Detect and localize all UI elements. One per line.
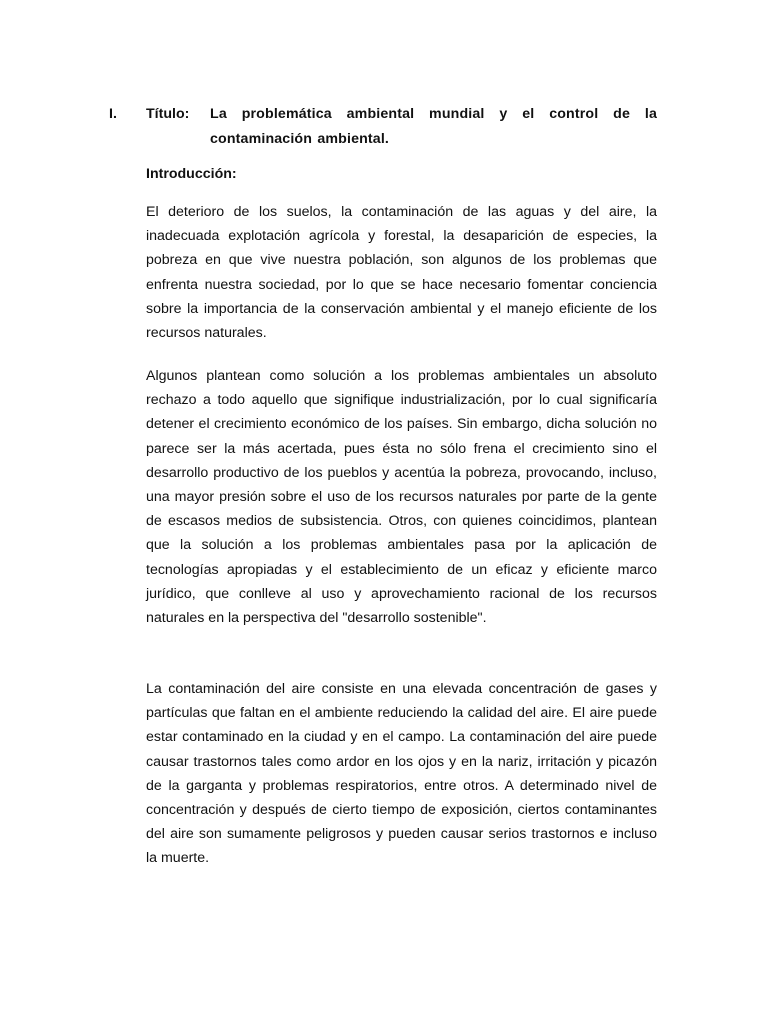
paragraph-1: El deterioro de los suelos, la contaminación de las aguas y del aire, la inadecuada explotación agrícola y forestal, la desaparición de especies, la pobreza en que vive nuestra población, son algunos de los problemas que enfrenta nuestra sociedad, por lo que se hace necesario fomentar conciencia sobre la importancia de la conservación ambiental y el manejo eficiente de los recursos naturales. — [146, 204, 657, 342]
paragraph-3: La contaminación del aire consiste en una elevada concentración de gases y partículas que faltan en el ambiente reduciendo la calidad del aire. El aire puede estar contaminado en la ciudad y en el campo. La contaminación del aire puede causar trastornos tales como ardor en los ojos y en la nariz, irritación y picazón de la garganta y problemas respiratorios, entre otros. A determinado nivel de concentración y después de cierto tiempo de exposición, ciertos contaminantes del aire son sumamente peligrosos y pueden causar serios trastornos e incluso la muerte. — [146, 681, 657, 867]
heading-number: I. — [109, 106, 117, 122]
heading-label: Título: — [146, 106, 190, 122]
document-title: La problemática ambiental mundial y el control de la contaminación ambiental. — [210, 106, 657, 147]
paragraph-2: Algunos plantean como solución a los problemas ambientales un absoluto rechazo a todo aquello que signifique industrialización, por lo cual significaría detener el crecimiento económico de los países. Sin embargo, dicha solución no parece ser la más acertada, pues ésta no sólo frena el crecimiento sino el desarrollo productivo de los pueblos y acentúa la pobreza, provocando, incluso, una mayor presión sobre el uso de los recursos naturales por parte de la gente de escasos medios de subsistencia. Otros, con quienes coincidimos, plantean que la solución a los problemas ambientales pasa por la aplicación de tecnologías apropiadas y el establecimiento de un eficaz y eficiente marco jurídico, que conlleve al uso y aprovechamiento racional de los recursos naturales en la perspectiva del "desarrollo sostenible". — [146, 368, 657, 627]
section-heading-introduccion: Introducción: — [146, 166, 237, 182]
